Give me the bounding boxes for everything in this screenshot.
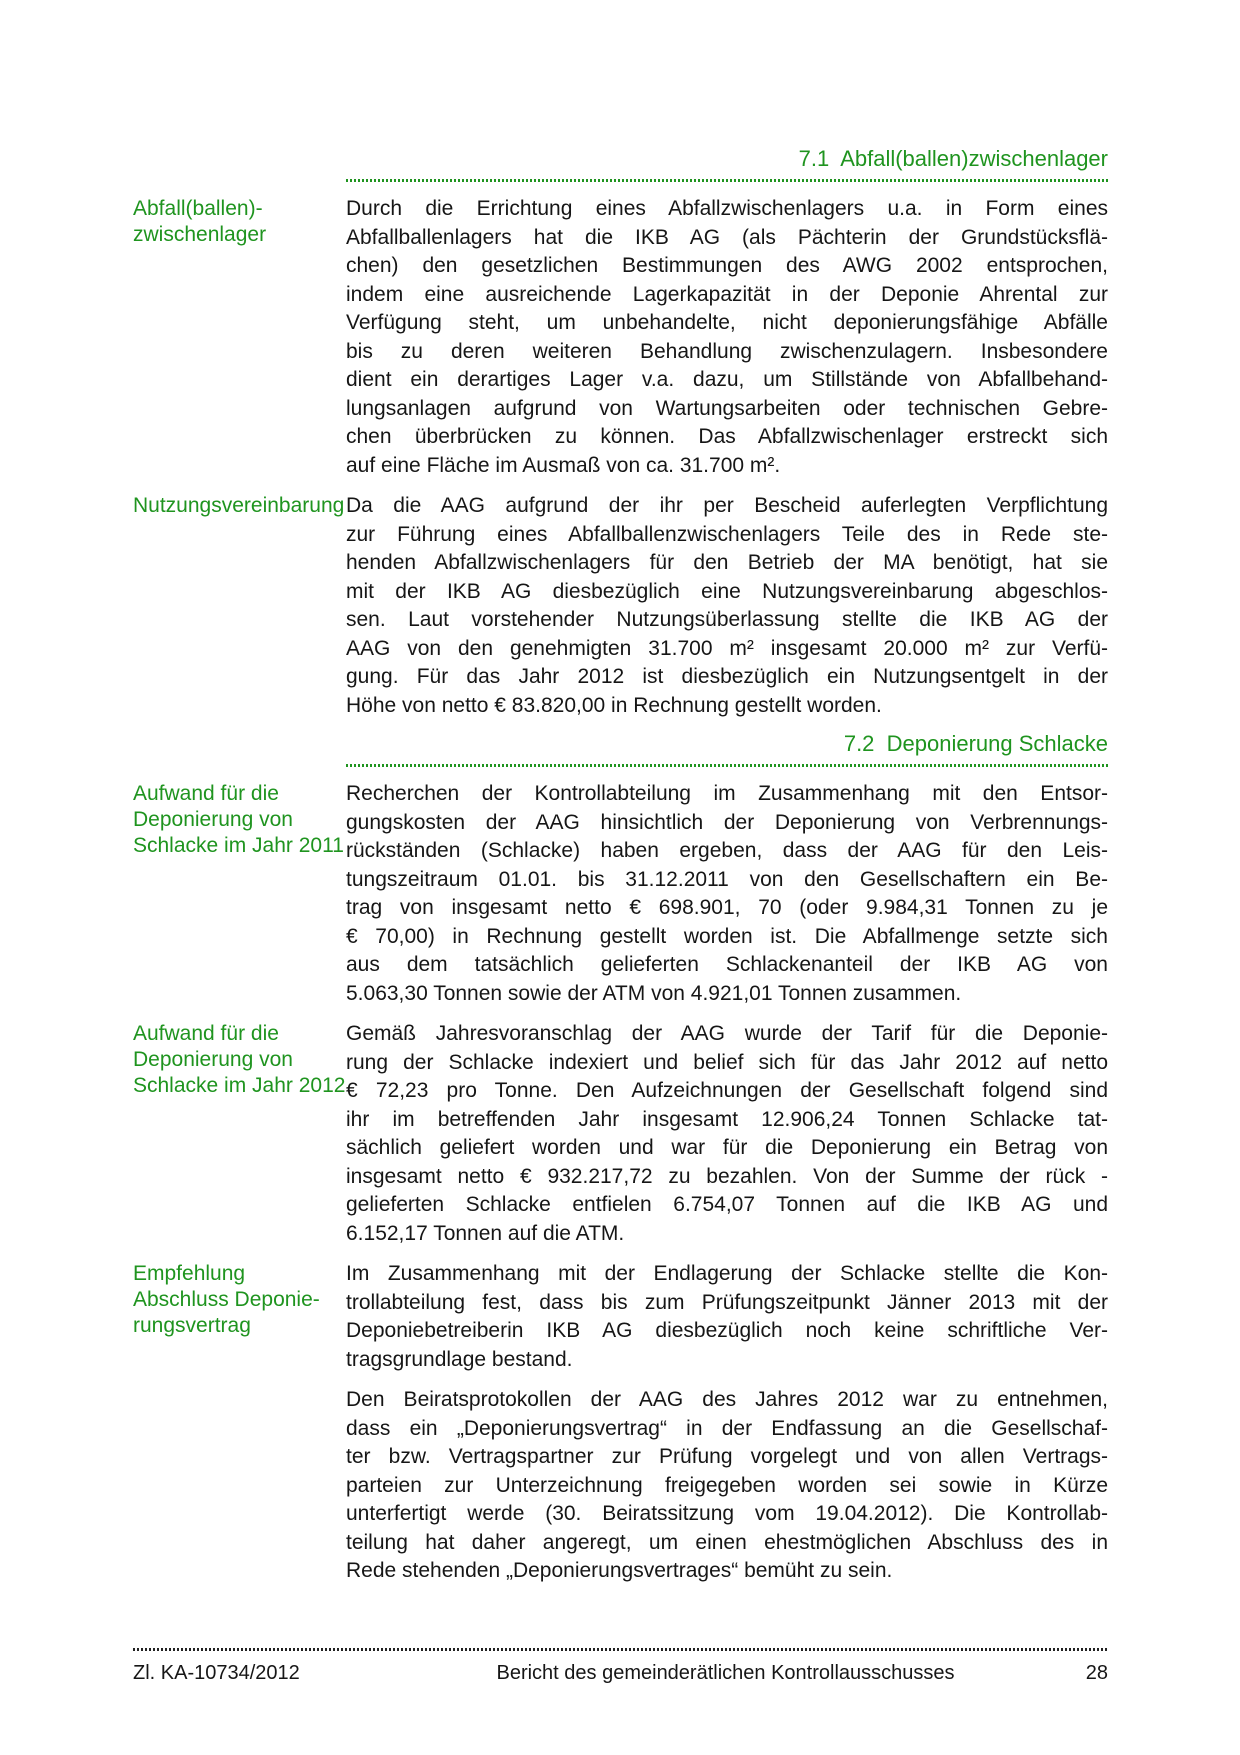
label-line: Deponierung von [133, 808, 293, 831]
text-line: Rede stehenden „Deponierungsvertrages“ bemüht zu sein. [346, 1559, 893, 1582]
text-line: sen. Laut vorstehender Nutzungsüberlassung stellte die IKB AG der [346, 608, 1108, 631]
section-rule-7-2 [346, 764, 1108, 767]
section-heading-7-1: 7.1 Abfall(ballen)zwischenlager [798, 146, 1108, 171]
text-line: € 72,23 pro Tonne. Den Aufzeichnungen der Gesellschaft folgend sind [346, 1079, 1108, 1102]
text-line: Gemäß Jahresvoranschlag der AAG wurde der Tarif für die Deponie- [346, 1022, 1108, 1045]
paragraph-block [133, 780, 1108, 1008]
paragraph-text [346, 780, 1108, 1008]
text-line: teilung hat daher angeregt, um einen ehestmöglichen Abschluss des in [346, 1530, 1108, 1554]
label-line: rungsvertrag [133, 1314, 251, 1337]
text-line: dient ein derartiges Lager v.a. dazu, um Stillstände von Abfallbehand- [346, 368, 1108, 391]
page-content [133, 147, 1108, 1598]
text-line: aus dem tatsächlich gelieferten Schlackenanteil der IKB AG von [346, 953, 1108, 976]
text-line: € 70,00) in Rechnung gestellt worden ist. Die Abfallmenge setzte sich [346, 924, 1108, 948]
label-line: zwischenlager [133, 223, 267, 246]
text-line: dass ein „Deponierungsvertrag“ in der Endfassung an die Gesellschaf- [346, 1416, 1108, 1440]
label-line: Empfehlung [133, 1262, 246, 1285]
text-line: gelieferten Schlacke entfielen 6.754,07 Tonnen auf die IKB AG und [346, 1193, 1108, 1216]
text-line: trag von insgesamt netto € 698.901, 70 (oder 9.984,31 Tonnen zu je [346, 896, 1108, 919]
label-line: Abfall(ballen)- [133, 197, 263, 220]
text-line: tungszeitraum 01.01. bis 31.12.2011 von den Gesellschaftern ein Be- [346, 867, 1108, 891]
text-line: gung. Für das Jahr 2012 ist diesbezüglich ein Nutzungsentgelt in der [346, 665, 1108, 688]
text-line: mit der IKB AG diesbezüglich eine Nutzungsvereinbarung abgeschlos- [346, 579, 1108, 603]
text-line: zur Führung eines Abfallballenzwischenlagers Teile des in Rede ste- [346, 522, 1108, 546]
text-line: rung der Schlacke indexiert und belief sich für das Jahr 2012 auf netto [346, 1050, 1108, 1074]
text-line: Höhe von netto € 83.820,00 in Rechnung gestellt worden. [346, 693, 882, 717]
section-heading-7-2: 7.2 Deponierung Schlacke [843, 731, 1108, 756]
footer-text-row [133, 1662, 1108, 1685]
text-line: indem eine ausreichende Lagerkapazität in der Deponie Ahrental zur [346, 282, 1108, 306]
text-line: sächlich geliefert worden und war für die Deponierung ein Betrag von [346, 1136, 1108, 1159]
footer-reference-number: Zl. KA-10734/2012 [133, 1662, 300, 1684]
text-line: unterfertigt werde (30. Beiratssitzung vom 19.04.2012). Die Kontrollab- [346, 1502, 1108, 1525]
text-line: AAG von den genehmigten 31.700 m² insgesamt 20.000 m² zur Verfü- [346, 636, 1108, 660]
margin-label-aufwand-deponierung-2012 [133, 1020, 346, 1248]
paragraph-block [133, 195, 1108, 480]
text-line: Den Beiratsprotokollen der AAG des Jahres 2012 war zu entnehmen, [346, 1388, 1108, 1411]
paragraph-text [346, 492, 1108, 720]
text-line: gungskosten der AAG hinsichtlich der Deponierung von Verbrennungs- [346, 810, 1108, 834]
label-line: Aufwand für die [133, 1022, 279, 1045]
margin-label-empfehlung-deponierungsvertrag [133, 1260, 346, 1374]
text-line: Verfügung steht, um unbehandelte, nicht deponierungsfähige Abfälle [346, 311, 1108, 334]
paragraph-block [133, 492, 1108, 720]
text-line: insgesamt netto € 932.217,72 zu bezahlen. Von der Summe der rück - [346, 1164, 1108, 1188]
page-footer [133, 1648, 1108, 1685]
paragraph-text [346, 1020, 1108, 1248]
text-line: 5.063,30 Tonnen sowie der ATM von 4.921,01 Tonnen zusammen. [346, 981, 962, 1005]
footer-rule [133, 1648, 1108, 1651]
text-line: parteien zur Unterzeichnung freigegeben worden sei sowie in Kürze [346, 1473, 1108, 1497]
text-line: Recherchen der Kontrollabteilung im Zusammenhang mit den Entsor- [346, 782, 1108, 805]
footer-report-title: Bericht des gemeinderätlichen Kontrollausschusses [496, 1662, 955, 1684]
text-line: rückständen (Schlacke) haben ergeben, dass der AAG für den Leis- [346, 839, 1108, 862]
section-rule-7-1 [346, 179, 1108, 182]
text-line: tragsgrundlage bestand. [346, 1347, 573, 1371]
paragraph-block [133, 1020, 1108, 1248]
margin-label-aufwand-deponierung-2011 [133, 780, 346, 1008]
text-line: lungsanlagen aufgrund von Wartungsarbeiten oder technischen Gebre- [346, 396, 1108, 420]
text-line: chen) den gesetzlichen Bestimmungen des AWG 2002 entsprochen, [346, 254, 1108, 277]
text-line: bis zu deren weiteren Behandlung zwischenzulagern. Insbesondere [346, 339, 1108, 363]
margin-label-abfallballenzwischenlager [133, 195, 346, 480]
text-line: Deponiebetreiberin IKB AG diesbezüglich noch keine schriftliche Ver- [346, 1319, 1108, 1342]
text-line: Abfallballenlagers hat die IKB AG (als Pächterin der Grundstücksflä- [346, 225, 1108, 249]
text-line: chen überbrücken zu können. Das Abfallzwischenlager erstreckt sich [346, 425, 1108, 448]
paragraph-text [346, 1260, 1108, 1374]
text-line: Durch die Errichtung eines Abfallzwischenlagers u.a. in Form eines [346, 197, 1108, 220]
label-line: Schlacke im Jahr 2011 [133, 834, 344, 857]
text-line: Da die AAG aufgrund der ihr per Bescheid auferlegten Verpflichtung [346, 494, 1108, 517]
label-line: Schlacke im Jahr 2012 [133, 1074, 346, 1097]
paragraph-block [133, 1386, 1108, 1586]
text-line: 6.152,17 Tonnen auf die ATM. [346, 1221, 625, 1245]
text-line: ter bzw. Vertragspartner zur Prüfung vorgelegt und von allen Vertrags- [346, 1445, 1108, 1468]
label-line: Deponierung von [133, 1048, 293, 1071]
margin-label-empty [133, 1386, 346, 1586]
label-line: Nutzungsvereinbarung [133, 494, 345, 517]
text-line: ihr im betreffenden Jahr insgesamt 12.906,24 Tonnen Schlacke tat- [346, 1107, 1108, 1131]
paragraph-text [346, 195, 1108, 480]
label-line: Abschluss Deponie- [133, 1288, 320, 1311]
text-line: auf eine Fläche im Ausmaß von ca. 31.700 m². [346, 453, 781, 477]
text-line: Im Zusammenhang mit der Endlagerung der Schlacke stellte die Kon- [346, 1262, 1108, 1285]
paragraph-block [133, 1260, 1108, 1374]
text-line: trollabteilung fest, dass bis zum Prüfungszeitpunkt Jänner 2013 mit der [346, 1290, 1108, 1314]
paragraph-text [346, 1386, 1108, 1586]
label-line: Aufwand für die [133, 782, 279, 805]
text-line: henden Abfallzwischenlagers für den Betrieb der MA benötigt, hat sie [346, 551, 1108, 574]
margin-label-nutzungsvereinbarung [133, 492, 346, 720]
footer-page-number: 28 [1085, 1662, 1108, 1684]
